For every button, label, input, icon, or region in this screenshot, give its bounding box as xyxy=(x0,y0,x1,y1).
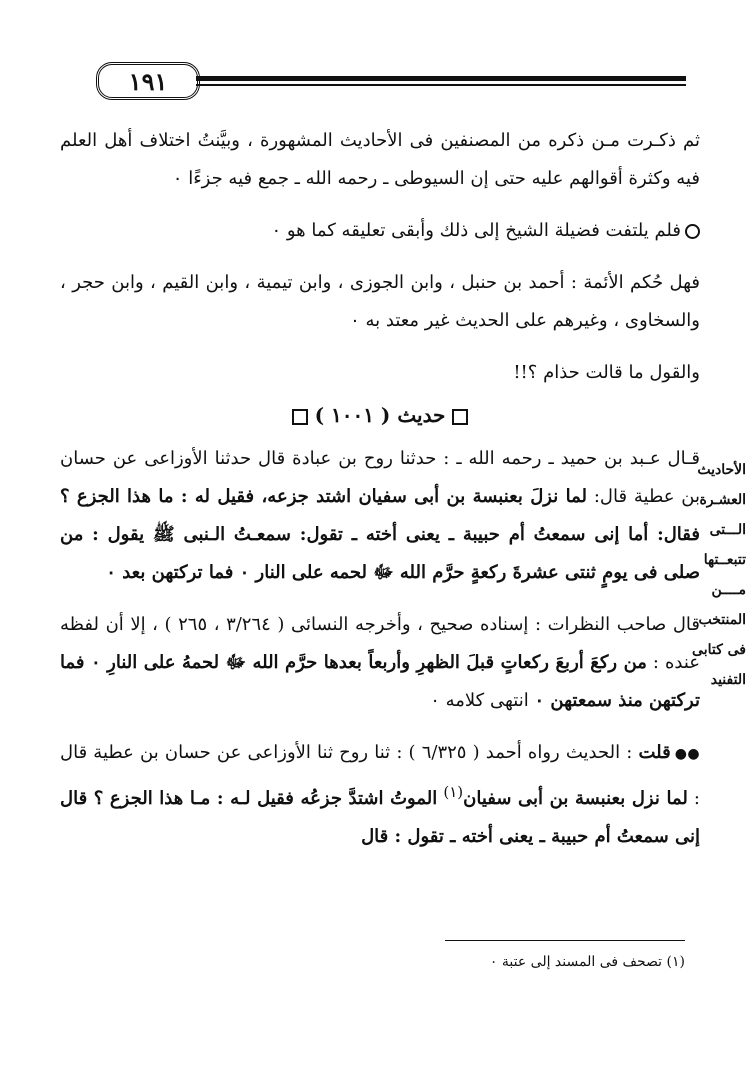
paragraph-critique: قال صاحب النظرات : إسناده صحيح ، وأخرجه النسائى ( ٣/٢٦٤ ، ٢٦٥ ) ، إلا أن لفظه عنده : من ركعَ أربعَ ركعاتٍ قبلَ الظهرِ وأربعاً بعدها حرَّم الله ﷻ لحمهُ على النارِ ٠ فما تركتهن منذ سمعتهن ٠ انتهى كلامه ٠ xyxy=(60,614,701,711)
header-rule xyxy=(196,76,686,81)
paragraph-response: ●●قلت : الحديث رواه أحمد ( ٦/٣٢٥ ) : ثنا روح ثنا الأوزاعى عن حسان بن عطية قال : لما نزل بعنبسة بن أبى سفيان$^{(١)}$ الموتُ اشتدَّ جزعُه فقيل لـه : مـا هذا الجزع ؟ قال إنى سمعتُ أم حبيبة ـ يعنى أخته ـ تقول : قال xyxy=(60,742,700,847)
paragraph-question: فهل حُكم الأئمة : أحمد بن حنبل ، وابن الجوزى ، وابن تيمية ، وابن القيم ، وابن حجر ، والسخاوى ، وغيرهم على الحديث غير معتد به ٠ xyxy=(60,272,701,331)
paragraph-note: فلم يلتفت فضيلة الشيخ إلى ذلك وأبقى تعليقه كما هو ٠ xyxy=(60,212,700,250)
paragraph-quote: والقول ما قالت حذام ؟!! xyxy=(513,362,700,383)
margin-line: التفنيد xyxy=(710,672,746,688)
margin-line: العشـرة xyxy=(699,492,746,508)
bracket-icon xyxy=(452,409,468,425)
footnote-rule xyxy=(445,940,685,941)
footnote: (١) تصحف فى المسند إلى عتبة ٠ xyxy=(489,954,685,970)
margin-line: فى كتابى xyxy=(692,642,746,658)
double-dot-icon: ●● xyxy=(674,746,700,762)
paragraph-intro: ثم ذكـرت مـن ذكره من المصنفين فى الأحاديث المشهورة ، وبيَّنتُ اختلاف أهل العلم فيه وكثرة أقوالهم عليه حتى إن السيوطى ـ رحمه الله ـ جمع فيه جزءًا ٠ xyxy=(60,130,700,189)
header-rule-thin xyxy=(196,84,686,86)
margin-note xyxy=(672,455,746,695)
main-text xyxy=(60,122,700,856)
margin-line: تتبعــتها xyxy=(703,552,746,568)
page-header xyxy=(0,58,746,102)
margin-line: المنتخب xyxy=(698,612,746,628)
footnote-ref: (١) xyxy=(443,783,464,801)
bracket-icon xyxy=(292,409,308,425)
circle-bullet-icon xyxy=(685,224,700,239)
page-number: ١٩١ xyxy=(96,62,200,100)
hadith-title: حديث ( ١٠٠١ ) xyxy=(60,396,700,434)
margin-line: مــــن xyxy=(711,582,746,598)
margin-line: الـــتى xyxy=(709,522,746,538)
paragraph-hadith: قـال عـبد بن حميد ـ رحمه الله ـ : حدثنا روح بن عبادة قال حدثنا الأوزاعى عن حسان بن عطية قال: لما نزلَ بعنبسة بن أبى سفيان اشتد جزعه، فقيل له : ما هذا الجزع ؟ فقال: أما إنى سمعتُ أم حبيبة ـ يعنى أخته ـ تقول: سمعـتُ الـنبى ﷺ يقول : من صلى فى يومٍ ثنتى عشرةَ ركعةٍ حرَّم الله ﷻ لحمه على النار ٠ فما تركتهن بعد ٠ xyxy=(60,448,700,583)
margin-line: الأحاديث xyxy=(697,462,746,478)
